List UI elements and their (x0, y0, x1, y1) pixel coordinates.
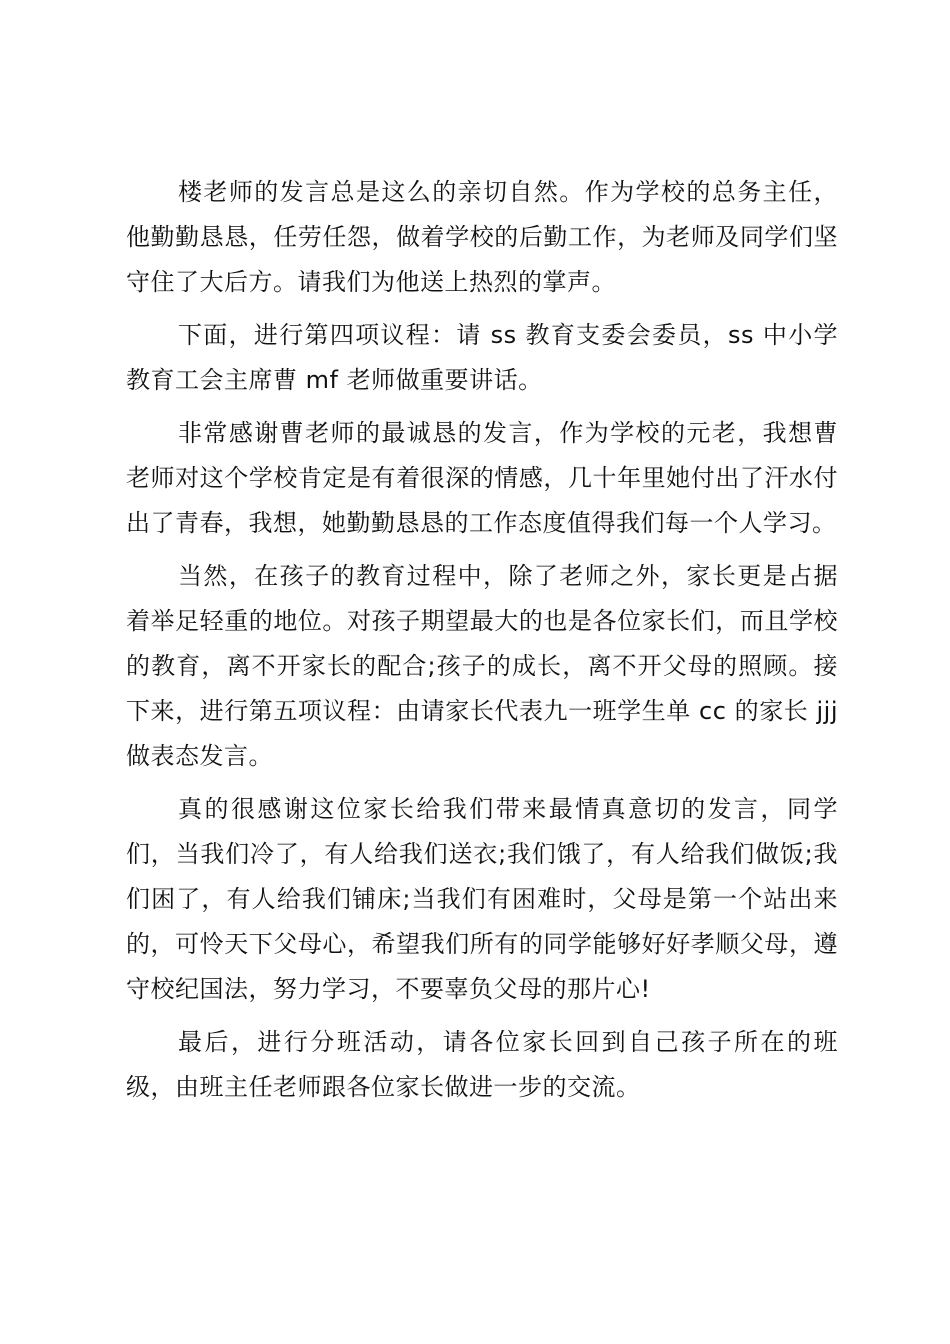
paragraph: 楼老师的发言总是这么的亲切自然。作为学校的总务主任，他勤勤恳恳，任劳任怨，做着学校的后勤工作，为老师及同学们坚守住了大后方。请我们为他送上热烈的掌声。 (126, 178, 838, 296)
paragraph: 下面，进行第四项议程：请 ss 教育支委会委员，ss 中小学教育工会主席曹 mf 老师做重要讲话。 (126, 321, 838, 394)
document-body (126, 170, 838, 1118)
paragraph: 最后，进行分班活动，请各位家长回到自己孩子所在的班级，由班主任老师跟各位家长做进一步的交流。 (126, 1028, 838, 1101)
paragraph: 当然，在孩子的教育过程中，除了老师之外，家长更是占据着举足轻重的地位。对孩子期望最大的也是各位家长们，而且学校的教育，离不开家长的配合;孩子的成长，离不开父母的照顾。接下来，进行第五项议程：由请家长代表九一班学生单 cc 的家长 jjj 做表态发言。 (126, 562, 838, 770)
paragraph: 非常感谢曹老师的最诚恳的发言，作为学校的元老，我想曹老师对这个学校肯定是有着很深的情感，几十年里她付出了汗水付出了青春，我想，她勤勤恳恳的工作态度值得我们每一个人学习。 (126, 419, 838, 537)
paragraph: 真的很感谢这位家长给我们带来最情真意切的发言，同学们，当我们冷了，有人给我们送衣;我们饿了，有人给我们做饭;我们困了，有人给我们铺床;当我们有困难时，父母是第一个站出来的，可怜天下父母心，希望我们所有的同学能够好好孝顺父母，遵守校纪国法，努力学习，不要辜负父母的那片心! (126, 795, 838, 1003)
